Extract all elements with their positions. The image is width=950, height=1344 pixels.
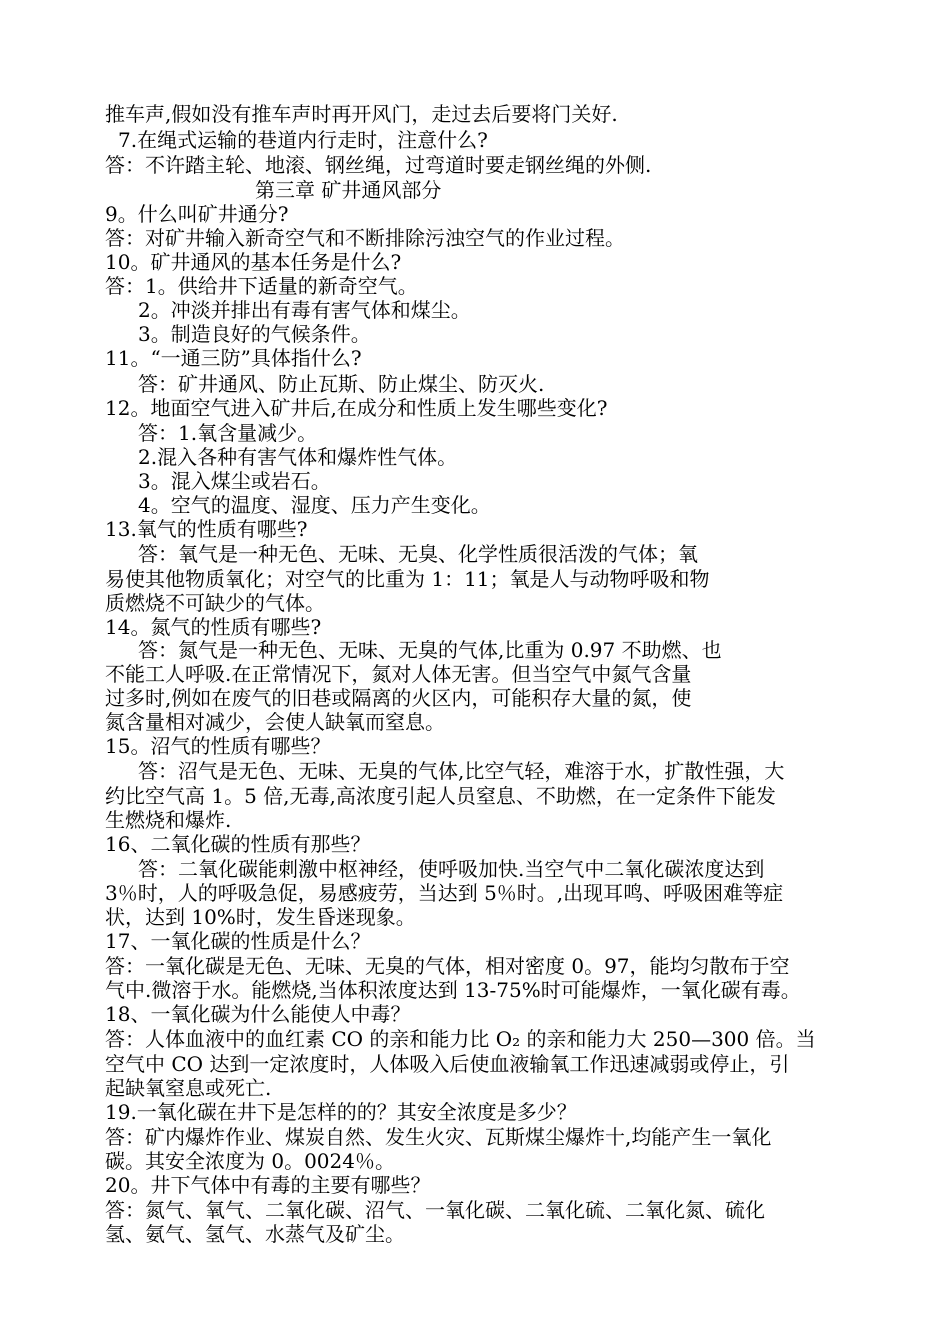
answer-line: 答：对矿井输入新奇空气和不断排除污浊空气的作业过程。 (105, 226, 625, 250)
answer-line: 答：1。供给井下适量的新奇空气。 (105, 274, 418, 298)
answer-line: 答：氧气是一种无色、无味、无臭、化学性质很活泼的气体；氧 (138, 542, 698, 566)
answer-line: 答：不许踏主轮、地滚、钢丝绳，过弯道时要走钢丝绳的外侧. (105, 153, 652, 177)
answer-line: 2。冲淡并排出有毒有害气体和煤尘。 (138, 298, 471, 322)
question-line: 7.在绳式运输的巷道内行走时，注意什么? (118, 128, 488, 152)
question-line: 17、一氧化碳的性质是什么？ (105, 929, 371, 953)
answer-line: 答：1.氧含量减少。 (138, 421, 318, 445)
question-line: 12。地面空气进入矿井后,在成分和性质上发生哪些变化? (105, 396, 608, 420)
question-line: 19.一氧化碳在井下是怎样的的？其安全浓度是多少？ (105, 1100, 577, 1124)
answer-line: 答：氮气、氧气、二氧化碳、沼气、一氧化碳、二氧化硫、二氧化氮、硫化 (105, 1198, 765, 1222)
answer-line: 氢、氨气、氢气、水蒸气及矿尘。 (105, 1222, 405, 1246)
answer-line: 3％时，人的呼吸急促，易感疲劳，当达到 5％时。,出现耳鸣、呼吸困难等症 (105, 881, 784, 905)
answer-line: 空气中 CO 达到一定浓度时，人体吸入后使血液输氧工作迅速减弱或停止，引 (105, 1052, 790, 1076)
answer-line: 3。混入煤尘或岩石。 (138, 469, 331, 493)
answer-line: 碳。其安全浓度为 0。0024％。 (105, 1149, 395, 1173)
answer-line: 不能工人呼吸.在正常情况下，氮对人体无害。但当空气中氮气含量 (105, 662, 692, 686)
answer-line: 氮含量相对减少，会使人缺氧而窒息。 (105, 710, 445, 734)
question-line: 11。“一通三防”具体指什么? (105, 346, 362, 370)
question-line: 16、二氧化碳的性质有那些？ (105, 832, 371, 856)
question-line: 20。井下气体中有毒的主要有哪些？ (105, 1173, 431, 1197)
answer-line: 生燃烧和爆炸. (105, 808, 232, 832)
question-line: 13.氧气的性质有哪些? (105, 517, 308, 541)
answer-line: 答：二氧化碳能刺激中枢神经，使呼吸加快.当空气中二氧化碳浓度达到 (138, 857, 765, 881)
question-line: 18、一氧化碳为什么能使人中毒？ (105, 1002, 411, 1026)
answer-line: 答：氮气是一种无色、无味、无臭的气体,比重为 0.97 不助燃、也 (138, 638, 722, 662)
answer-line: 答：人体血液中的血红素 CO 的亲和能力比 O₂ 的亲和能力大 250—300 倍。当 (105, 1027, 816, 1051)
answer-line: 约比空气高 1。5 倍,无毒,高浓度引起人员窒息、不助燃，在一定条件下能发 (105, 784, 776, 808)
answer-line: 气中.微溶于水。能燃烧,当体积浓度达到 13-75%时可能爆炸，一氧化碳有毒。 (105, 978, 801, 1002)
question-line: 14。氮气的性质有哪些? (105, 615, 322, 639)
answer-line: 状，达到 10%时，发生昏迷现象。 (105, 905, 416, 929)
answer-line: 易使其他物质氧化；对空气的比重为 1：11；氧是人与动物呼吸和物 (105, 567, 710, 591)
answer-line: 答：沼气是无色、无味、无臭的气体,比空气轻，难溶于水，扩散性强，大 (138, 759, 785, 783)
question-line: 15。沼气的性质有哪些？ (105, 734, 331, 758)
chapter-heading: 第三章 矿井通风部分 (255, 178, 442, 202)
answer-line: 答：矿内爆炸作业、煤炭自然、发生火灾、瓦斯煤尘爆炸十,均能产生一氧化 (105, 1125, 772, 1149)
answer-line: 4。空气的温度、湿度、压力产生变化。 (138, 493, 491, 517)
answer-line: 起缺氧窒息或死亡. (105, 1076, 272, 1100)
answer-line: 过多时,例如在废气的旧巷或隔离的火区内，可能积存大量的氮，使 (105, 686, 692, 710)
text-line: 推车声,假如没有推车声时再开风门，走过去后要将门关好. (105, 102, 618, 126)
answer-line: 3。制造良好的气候条件。 (138, 322, 371, 346)
answer-line: 2.混入各种有害气体和爆炸性气体。 (138, 445, 458, 469)
answer-line: 答：矿井通风、防止瓦斯、防止煤尘、防灭火. (138, 372, 545, 396)
question-line: 9。什么叫矿井通分? (105, 202, 289, 226)
answer-line: 质燃烧不可缺少的气体。 (105, 591, 325, 615)
question-line: 10。矿井通风的基本任务是什么? (105, 250, 402, 274)
answer-line: 答：一氧化碳是无色、无味、无臭的气体，相对密度 0。97，能均匀散布于空 (105, 954, 790, 978)
